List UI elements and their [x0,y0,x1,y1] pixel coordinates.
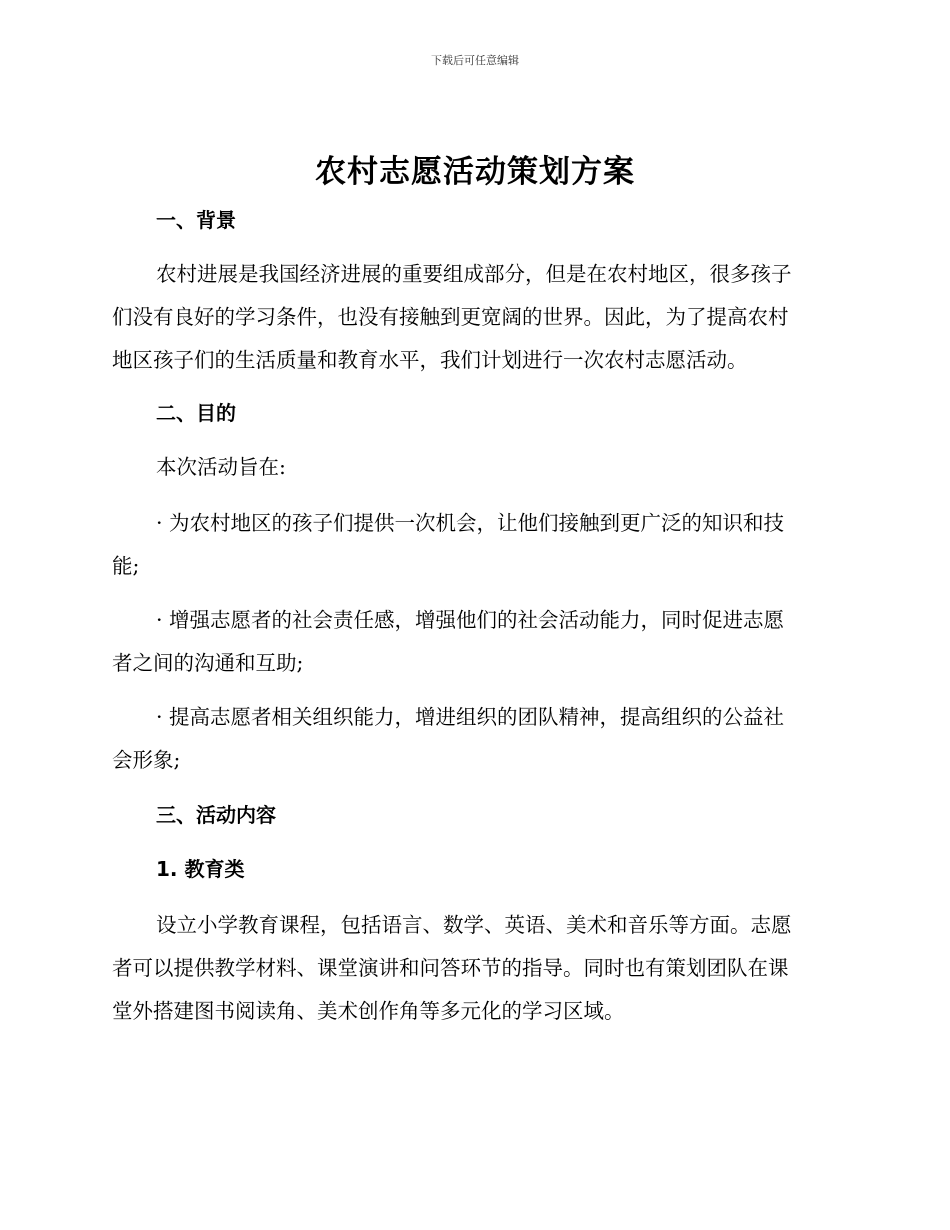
section-heading-purpose: 二、目的 [156,401,236,425]
subsection-heading-education: 1. 教育类 [156,857,245,881]
background-line-2: 们没有良好的学习条件，也没有接触到更宽阔的世界。因此，为了提高农村 [112,305,789,329]
purpose-bullet-2-line-1: · 增强志愿者的社会责任感，增强他们的社会活动能力，同时促进志愿 [156,608,785,632]
background-line-1: 农村进展是我国经济进展的重要组成部分，但是在农村地区，很多孩子 [156,262,792,286]
purpose-bullet-3-line-2: 会形象; [112,748,181,772]
document-title: 农村志愿活动策划方案 [315,154,635,190]
header-note: 下载后可任意编辑 [431,54,519,67]
section-heading-background: 一、背景 [156,208,236,232]
background-line-3: 地区孩子们的生活质量和教育水平，我们计划进行一次农村志愿活动。 [112,348,748,372]
purpose-bullet-2-line-2: 者之间的沟通和互助; [112,651,304,675]
purpose-bullet-1-line-2: 能; [112,554,140,578]
purpose-bullet-3-line-1: · 提高志愿者相关组织能力，增进组织的团队精神，提高组织的公益社 [156,705,785,729]
purpose-bullet-1-line-1: · 为农村地区的孩子们提供一次机会，让他们接触到更广泛的知识和技 [156,511,785,535]
section-heading-content: 三、活动内容 [156,803,276,827]
education-line-1: 设立小学教育课程，包括语言、数学、英语、美术和音乐等方面。志愿 [156,913,792,937]
education-line-2: 者可以提供教学材料、课堂演讲和问答环节的指导。同时也有策划团队在课 [112,956,789,980]
education-line-3: 堂外搭建图书阅读角、美术创作角等多元化的学习区域。 [112,999,625,1023]
purpose-intro: 本次活动旨在: [156,455,286,479]
